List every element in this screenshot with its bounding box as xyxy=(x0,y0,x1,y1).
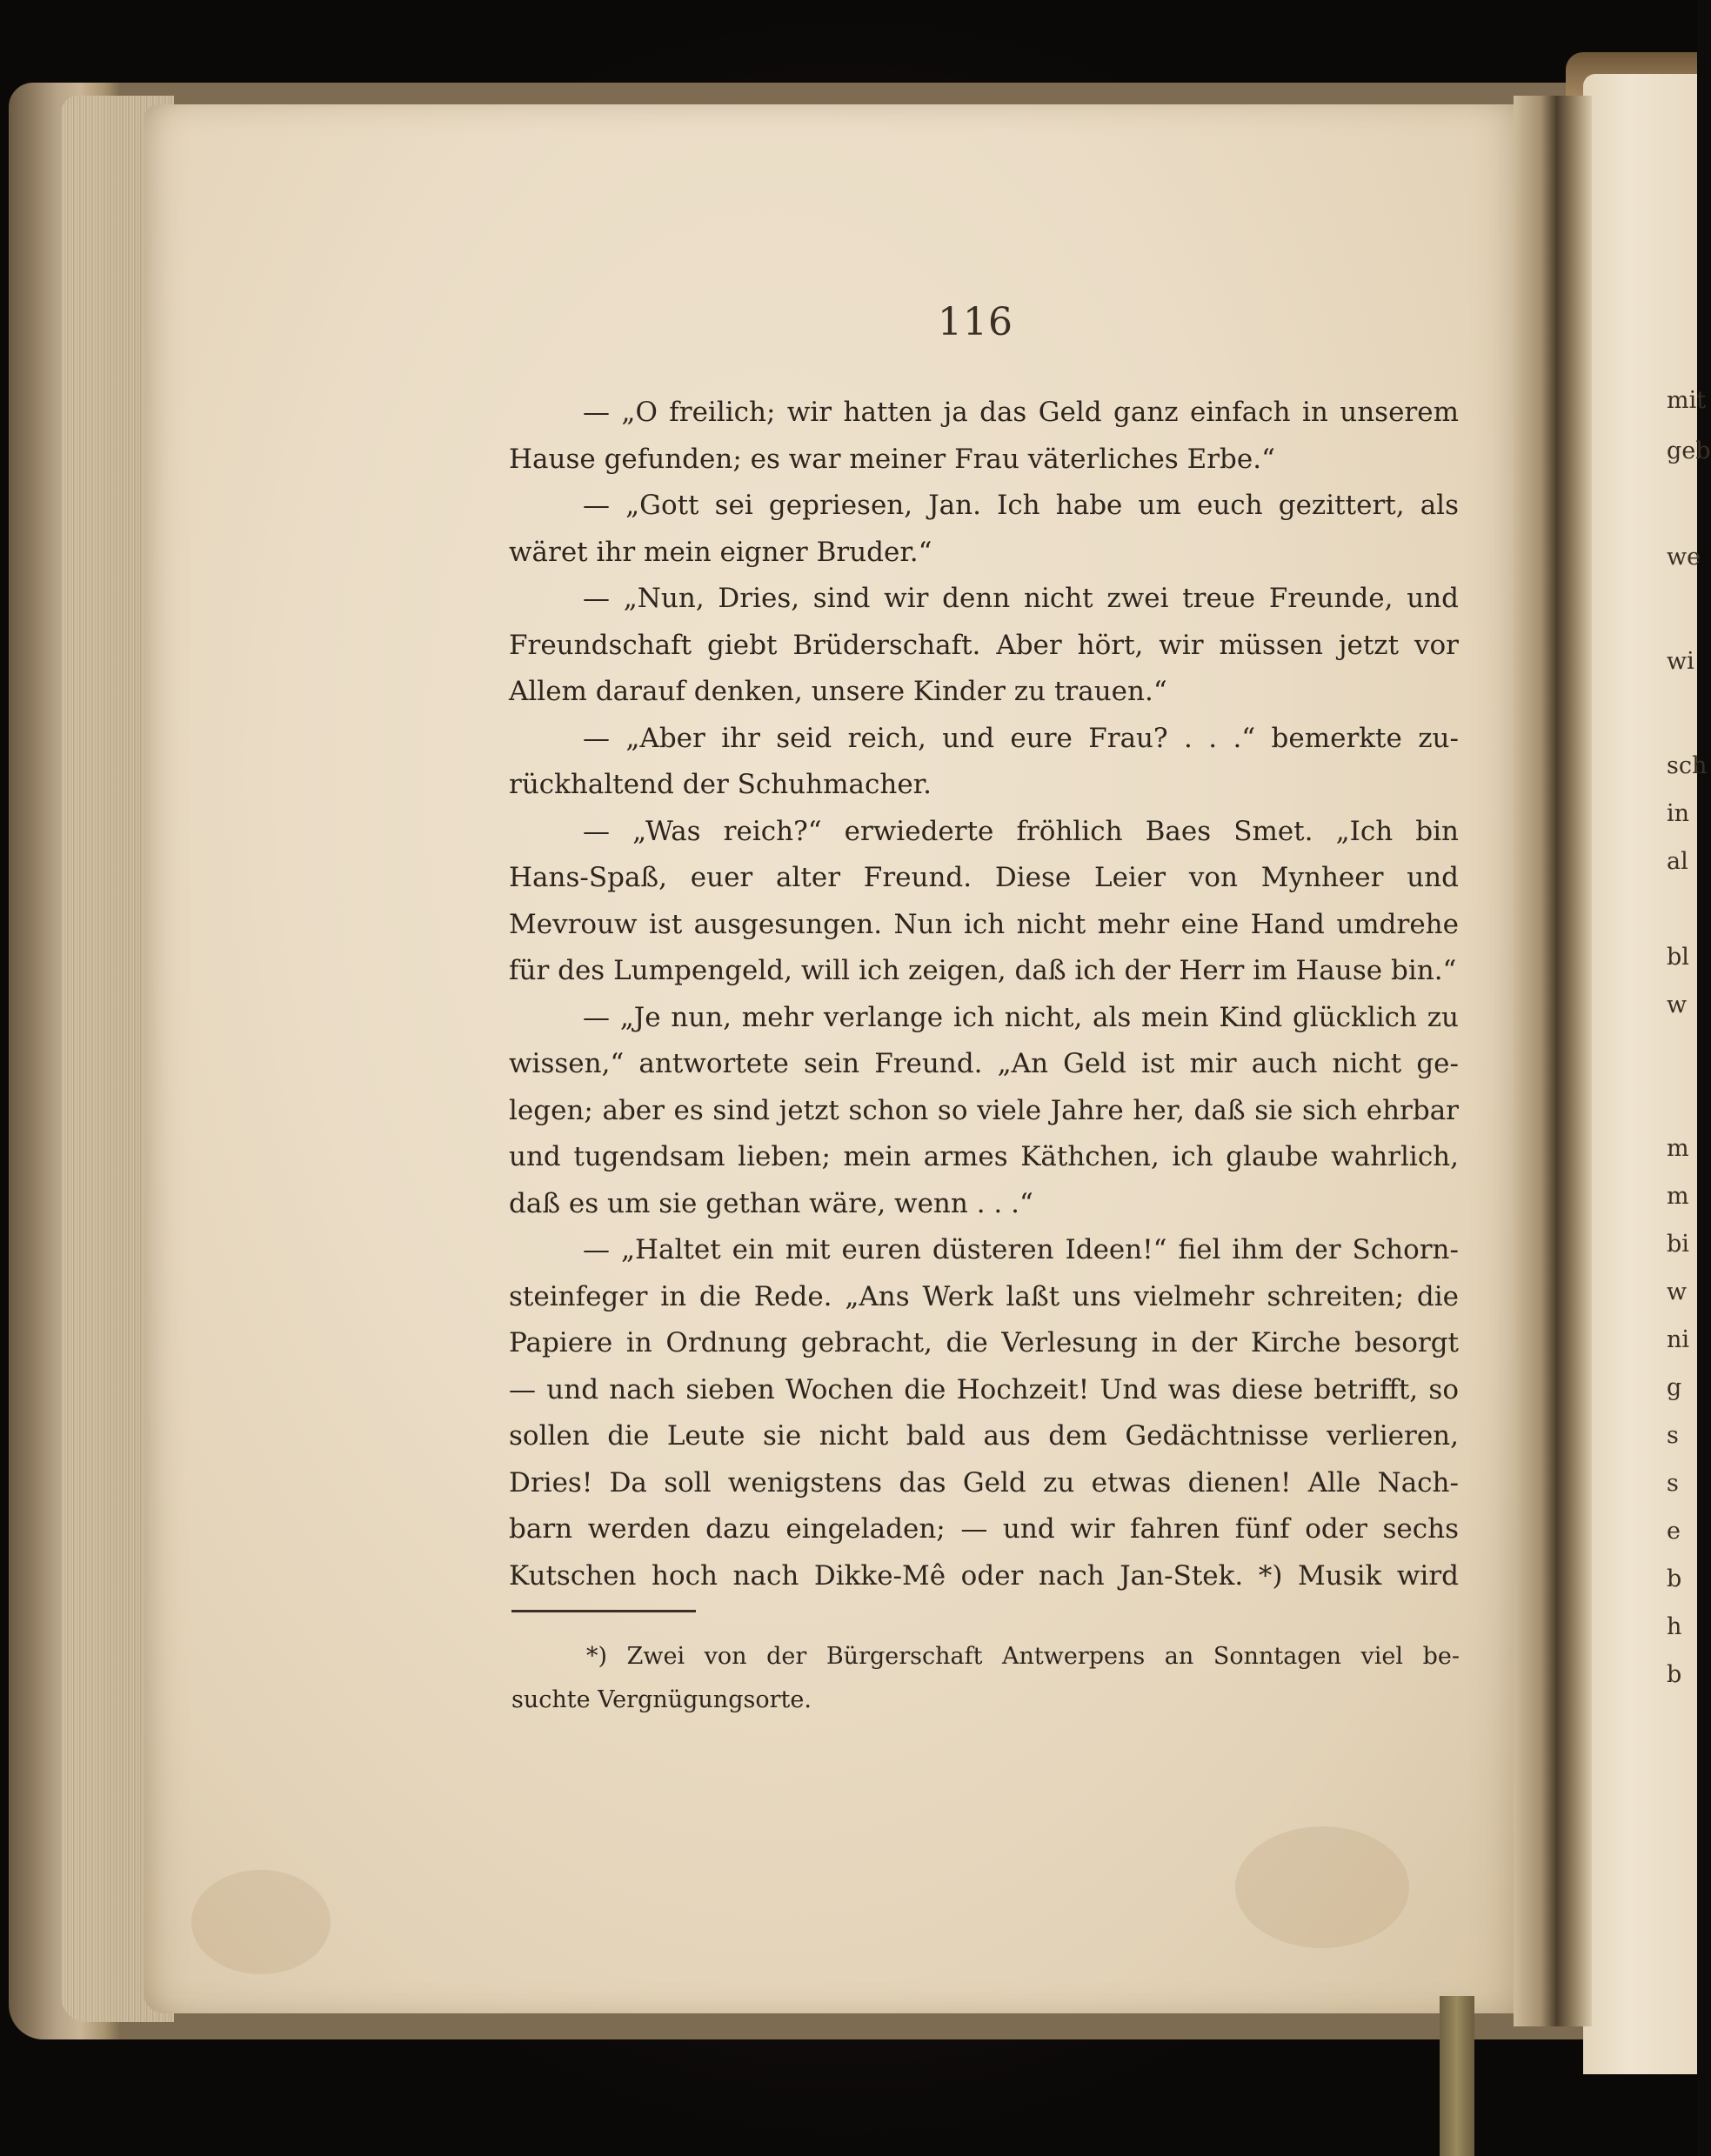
facing-page-fragment: b xyxy=(1667,1661,1682,1688)
facing-page-fragment: h xyxy=(1667,1613,1682,1640)
facing-page-fragment: wi xyxy=(1667,648,1694,675)
facing-page xyxy=(1583,74,1697,2074)
footnote-line: suchte Vergnügungsorte. xyxy=(511,1686,812,1713)
text-line: Allem darauf denken, unsere Kinder zu trauen.“ xyxy=(509,676,1167,707)
text-line: steinfeger in die Rede. „Ans Werk laßt uns vielmehr schreiten; die xyxy=(509,1280,1459,1312)
text-line: sollen die Leute sie nicht bald aus dem Gedächtnisse verlieren, xyxy=(509,1420,1459,1452)
facing-page-fragment: sch xyxy=(1667,752,1708,779)
text-line: und tugendsam lieben; mein armes Käthchen, ich glaube wahrlich, xyxy=(509,1141,1459,1172)
text-line: — „Aber ihr seid reich, und eure Frau? . . .“ bemerkte zu- xyxy=(583,722,1459,754)
facing-page-fragment: al xyxy=(1667,848,1688,875)
text-line: — „Haltet ein mit euren düsteren Ideen!“ fiel ihm der Schorn- xyxy=(583,1234,1459,1265)
text-line: daß es um sie gethan wäre, wenn . . .“ xyxy=(509,1187,1033,1219)
text-line: — „O freilich; wir hatten ja das Geld ganz einfach in unserem xyxy=(583,397,1459,428)
facing-page-fragment: b xyxy=(1667,1565,1682,1592)
facing-page-fragment: bi xyxy=(1667,1231,1689,1258)
facing-page-fragment: g xyxy=(1667,1374,1682,1401)
page-stain xyxy=(191,1870,331,1974)
facing-page-fragment: m xyxy=(1667,1183,1689,1210)
text-line: — „Je nun, mehr verlange ich nicht, als mein Kind glücklich zu xyxy=(583,1001,1459,1033)
text-line: wissen,“ antwortete sein Freund. „An Geld ist mir auch nicht ge- xyxy=(509,1048,1459,1079)
text-line: Hans-Spaß, euer alter Freund. Diese Leier von Mynheer und xyxy=(509,862,1459,893)
text-line: für des Lumpengeld, will ich zeigen, daß ich der Herr im Hause bin.“ xyxy=(509,955,1457,986)
facing-page-fragment: in xyxy=(1667,800,1690,827)
text-line: — „Nun, Dries, sind wir denn nicht zwei treue Freunde, und xyxy=(583,583,1459,614)
text-line: Papiere in Ordnung gebracht, die Verlesung in der Kirche besorgt xyxy=(509,1327,1459,1358)
bookmark-ribbon xyxy=(1440,1996,1474,2156)
facing-page-fragment: geb xyxy=(1667,437,1711,464)
text-line: wäret ihr mein eigner Bruder.“ xyxy=(509,536,932,568)
footnote-line: *) Zwei von der Bürgerschaft Antwerpens an Sonntagen viel be- xyxy=(586,1643,1460,1670)
text-line: Dries! Da soll wenigstens das Geld zu etwas dienen! Alle Nach- xyxy=(509,1466,1459,1499)
footnote xyxy=(511,1635,1460,1722)
text-line: legen; aber es sind jetzt schon so viele Jahre her, daß sie sich ehrbar xyxy=(509,1094,1459,1126)
text-line: — „Gott sei gepriesen, Jan. Ich habe um euch gezittert, als xyxy=(583,490,1459,521)
text-line: — „Was reich?“ erwiederte fröhlich Baes Smet. „Ich bin xyxy=(583,815,1459,847)
facing-page-fragment: we xyxy=(1667,544,1701,571)
facing-page-fragment: ni xyxy=(1667,1326,1690,1353)
page-number: 116 xyxy=(938,300,1013,344)
page-stain xyxy=(1235,1826,1409,1948)
text-line: Hause gefunden; es war meiner Frau väterliches Erbe.“ xyxy=(509,443,1275,475)
text-line: — und nach sieben Wochen die Hochzeit! Und was diese betrifft, so xyxy=(509,1373,1459,1405)
facing-page-fragment: e xyxy=(1667,1518,1681,1545)
text-line: rückhaltend der Schuhmacher. xyxy=(509,769,932,800)
facing-page-fragment: s xyxy=(1667,1470,1679,1497)
facing-page-fragment: w xyxy=(1667,991,1688,1018)
footnote-separator xyxy=(511,1610,696,1612)
facing-page-fragment: s xyxy=(1667,1422,1679,1449)
facing-page-fragment: bl xyxy=(1667,944,1689,971)
page-gutter xyxy=(1514,96,1592,2026)
facing-page-fragment: w xyxy=(1667,1278,1688,1305)
text-line: Freundschaft giebt Brüderschaft. Aber hört, wir müssen jetzt vor xyxy=(509,629,1459,661)
facing-page-fragment: m xyxy=(1667,1135,1689,1162)
body-text xyxy=(509,390,1459,1599)
facing-page-fragment: mit xyxy=(1667,387,1707,414)
text-line: Mevrouw ist ausgesungen. Nun ich nicht mehr eine Hand umdrehe xyxy=(509,908,1459,940)
text-line: barn werden dazu eingeladen; — und wir fahren fünf oder sechs xyxy=(509,1513,1459,1545)
text-line: Kutschen hoch nach Dikke-Mê oder nach Jan-Stek. *) Musik wird xyxy=(509,1559,1459,1592)
